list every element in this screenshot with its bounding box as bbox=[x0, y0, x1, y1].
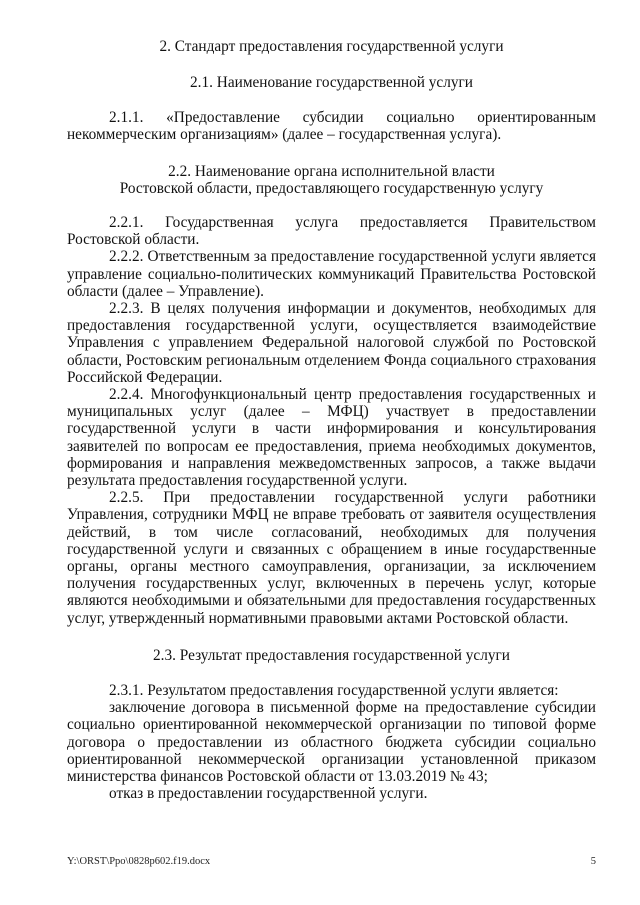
paragraph-2-1-1: 2.1.1. «Предоставление субсидии социально ориентированным некоммерческим организациям» (далее – государственная услуга). bbox=[67, 109, 596, 144]
section-2-3-body bbox=[67, 682, 596, 802]
paragraph-2-3-1-a: заключение договора в письменной форме на предоставление субсидии социально ориентированной некоммерческой организации по типовой форме договора о предоставлении из областного бюджета субсидии социально ориентированной некоммерческой организации установленной приказом министерства финансов Ростовской области от 13.03.2019 № 43; bbox=[67, 699, 596, 786]
section-2-2-body bbox=[67, 214, 596, 627]
page-number: 5 bbox=[590, 856, 596, 867]
section-2-3-title: 2.3. Результат предоставления государственной услуги bbox=[153, 647, 510, 664]
paragraph-2-2-2: 2.2.2. Ответственным за предоставление государственной услуги является управление социально-политических коммуникаций Правительства Ростовской области (далее – Управление). bbox=[67, 248, 596, 300]
section-2-2-title-line2: Ростовской области, предоставляющего государственную услугу bbox=[119, 180, 544, 197]
section-2-title: 2. Стандарт предоставления государственной услуги bbox=[159, 38, 504, 55]
section-2-2-title-line1: 2.2. Наименование органа исполнительной власти bbox=[168, 163, 495, 180]
paragraph-2-2-3: 2.2.3. В целях получения информации и документов, необходимых для предоставления государственной услуги, осуществляется взаимодействие Управления с управлением Федеральной налоговой службой по Ростовской области, Ростовским региональным отделением Фонда социального страхования Российской Федерации. bbox=[67, 300, 596, 386]
paragraph-2-3-1: 2.3.1. Результатом предоставления государственной услуги является: bbox=[109, 682, 559, 699]
footer-file-path: Y:\ORST\Ppo\0828p602.f19.docx bbox=[67, 856, 211, 867]
paragraph-2-2-5: 2.2.5. При предоставлении государственной услуги работники Управления, сотрудники МФЦ не вправе требовать от заявителя осуществления действий, в том числе согласований, необходимых для получения государственной услуги и связанных с обращением в иные государственные органы, органы местного самоуправления, организации, за исключением получения государственных услуг, включенных в перечень услуг, которые являются необходимыми и обязательными для предоставления государственных услуг, утвержденный нормативными правовыми актами Ростовской области. bbox=[67, 489, 596, 627]
paragraph-2-2-1: 2.2.1. Государственная услуга предоставляется Правительством Ростовской области. bbox=[67, 214, 596, 249]
paragraph-2-2-4: 2.2.4. Многофункциональный центр предоставления государственных и муниципальных услуг (далее – МФЦ) участвует в предоставлении государственной услуги в части информирования и консультирования заявителей по вопросам ее предоставления, приема необходимых документов, формирования и направления межведомственных запросов, а также выдачи результата предоставления государственной услуги. bbox=[67, 386, 596, 490]
section-2-1-title: 2.1. Наименование государственной услуги bbox=[190, 74, 473, 91]
paragraph-2-3-1-b: отказ в предоставлении государственной услуги. bbox=[109, 785, 428, 803]
